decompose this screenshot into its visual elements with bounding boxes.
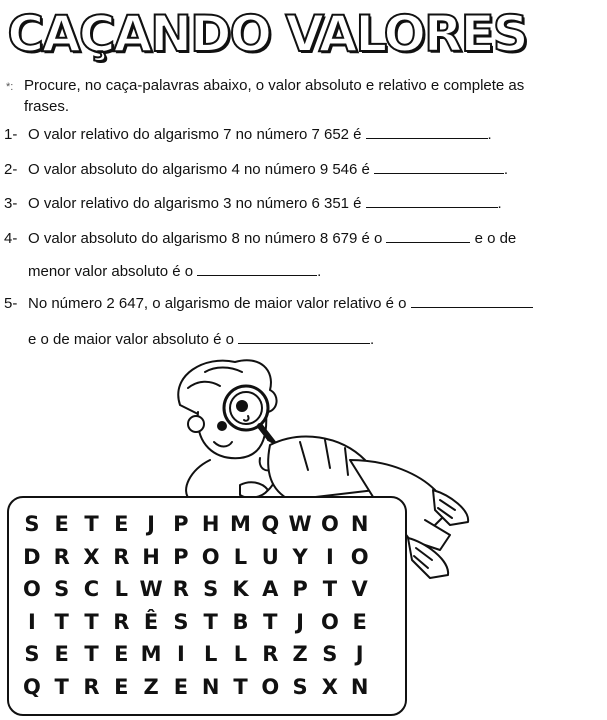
word-search-box bbox=[7, 496, 407, 716]
word-search-letter[interactable]: A bbox=[262, 577, 279, 602]
word-search-letter[interactable]: R bbox=[113, 544, 130, 569]
period: . bbox=[503, 161, 509, 178]
word-search-letter[interactable]: I bbox=[27, 609, 36, 634]
word-search-letter[interactable]: E bbox=[173, 674, 189, 699]
question-number: 2- bbox=[4, 161, 18, 178]
word-search-letter[interactable]: D bbox=[23, 544, 41, 569]
answer-blank[interactable] bbox=[411, 295, 533, 308]
question-5-line-2 bbox=[28, 331, 374, 348]
word-search-letter[interactable]: S bbox=[292, 674, 308, 699]
period: . bbox=[369, 331, 375, 348]
word-search-letter[interactable]: N bbox=[201, 674, 220, 699]
question-number: 4- bbox=[4, 230, 18, 247]
word-search-letter[interactable]: E bbox=[54, 642, 69, 667]
answer-blank[interactable] bbox=[197, 263, 317, 276]
worksheet-title bbox=[7, 4, 527, 64]
answer-blank[interactable] bbox=[366, 195, 498, 208]
word-search-letter[interactable]: T bbox=[84, 642, 99, 667]
word-search-letter[interactable]: U bbox=[261, 544, 279, 569]
word-search-letter[interactable]: J bbox=[296, 609, 304, 634]
word-search-letter[interactable]: T bbox=[84, 512, 99, 536]
word-search-letter[interactable]: R bbox=[262, 642, 279, 667]
word-search-letter[interactable]: T bbox=[203, 609, 218, 634]
word-search-letter[interactable]: O bbox=[320, 512, 339, 536]
word-search-letter[interactable]: Ê bbox=[143, 609, 159, 634]
question-number: 1- bbox=[4, 126, 18, 143]
question-1 bbox=[4, 126, 492, 143]
word-search-letter[interactable]: Q bbox=[22, 674, 41, 699]
word-search-letter[interactable]: T bbox=[263, 609, 278, 634]
question-text: No número 2 647, o algarismo de maior valor relativo é o bbox=[28, 295, 407, 312]
word-search-letter[interactable]: O bbox=[261, 674, 280, 699]
word-search-letter[interactable]: Z bbox=[143, 674, 159, 699]
period: . bbox=[317, 263, 322, 280]
word-search-letter[interactable]: I bbox=[325, 544, 334, 569]
word-search-letter[interactable]: S bbox=[173, 609, 189, 634]
word-search-letter[interactable]: T bbox=[322, 577, 338, 602]
word-search-letter[interactable]: O bbox=[201, 544, 220, 569]
bullet-icon: *: bbox=[6, 81, 14, 93]
word-search-letter[interactable]: E bbox=[114, 674, 129, 699]
word-search-letter[interactable]: E bbox=[114, 512, 129, 536]
word-search-letter[interactable]: V bbox=[351, 577, 368, 602]
word-search-letter[interactable]: S bbox=[24, 642, 40, 667]
word-search-letter[interactable]: C bbox=[83, 577, 100, 602]
question-2 bbox=[4, 161, 508, 178]
word-search-letter[interactable]: R bbox=[113, 609, 130, 634]
word-search-letter[interactable]: P bbox=[173, 512, 189, 536]
word-search-letter[interactable]: H bbox=[201, 512, 220, 536]
word-search-letter[interactable]: Y bbox=[292, 544, 308, 569]
question-text: e o de maior valor absoluto é o bbox=[28, 331, 234, 348]
question-5 bbox=[4, 295, 533, 312]
word-search-letter[interactable]: O bbox=[350, 544, 369, 569]
period: . bbox=[487, 126, 492, 143]
word-search-letter[interactable]: M bbox=[230, 512, 251, 536]
word-search-letter[interactable]: S bbox=[24, 512, 40, 536]
question-text: O valor absoluto do algarismo 8 no número 8 679 é o bbox=[28, 230, 383, 247]
question-3 bbox=[4, 195, 502, 212]
question-text: O valor absoluto do algarismo 4 no número 9 546 é bbox=[28, 161, 370, 178]
word-search-letter[interactable]: T bbox=[84, 609, 99, 634]
word-search-letter[interactable]: O bbox=[320, 609, 339, 634]
word-search-grid bbox=[17, 508, 375, 704]
word-search-letter[interactable]: J bbox=[355, 642, 364, 667]
question-text: menor valor absoluto é o bbox=[28, 263, 194, 280]
question-text: O valor relativo do algarismo 3 no número 6 351 é bbox=[28, 195, 362, 212]
question-text-continued: e o de bbox=[474, 230, 517, 247]
word-search-letter[interactable]: P bbox=[173, 544, 189, 569]
word-search-letter[interactable]: R bbox=[83, 674, 100, 699]
word-search-letter[interactable]: Q bbox=[261, 512, 280, 536]
word-search-letter[interactable]: R bbox=[172, 577, 189, 602]
answer-blank[interactable] bbox=[366, 126, 488, 139]
word-search-letter[interactable]: E bbox=[114, 642, 129, 667]
word-search-letter[interactable]: N bbox=[350, 674, 369, 699]
instructions-line-2: frases. bbox=[24, 98, 70, 115]
word-search-letter[interactable]: K bbox=[232, 577, 249, 602]
word-search-letter[interactable]: Z bbox=[292, 642, 308, 667]
word-search-letter[interactable]: W bbox=[288, 512, 312, 536]
word-search-letter[interactable]: E bbox=[352, 609, 367, 634]
word-search-letter[interactable]: I bbox=[176, 642, 185, 667]
question-number: 5- bbox=[4, 295, 18, 312]
word-search-letter[interactable]: X bbox=[83, 544, 100, 569]
answer-blank[interactable] bbox=[386, 230, 470, 243]
title-text: CAÇANDO VALORES bbox=[7, 5, 527, 63]
question-4-line-2 bbox=[28, 263, 321, 280]
word-search-letter[interactable]: X bbox=[321, 674, 338, 699]
ear bbox=[188, 416, 204, 432]
word-search-letter[interactable]: T bbox=[54, 609, 69, 634]
word-search-letter[interactable]: R bbox=[53, 544, 70, 569]
word-search-letter[interactable]: M bbox=[140, 642, 162, 667]
word-search-letter[interactable]: S bbox=[322, 642, 338, 667]
word-search-letter[interactable]: E bbox=[54, 512, 69, 536]
answer-blank[interactable] bbox=[374, 161, 504, 174]
word-search-letter[interactable]: P bbox=[292, 577, 308, 602]
word-search-letter[interactable]: T bbox=[233, 674, 248, 699]
question-text: O valor relativo do algarismo 7 no número 7 652 é bbox=[28, 126, 362, 143]
instructions-line-1: Procure, no caça-palavras abaixo, o valor absoluto e relativo e complete as bbox=[24, 77, 525, 94]
word-search-letter[interactable]: L bbox=[203, 642, 218, 667]
word-search-letter[interactable]: W bbox=[139, 577, 163, 602]
word-search-letter[interactable]: N bbox=[350, 512, 369, 536]
word-search-letter[interactable]: L bbox=[233, 544, 248, 569]
word-search-letter[interactable]: H bbox=[142, 544, 160, 569]
period: . bbox=[497, 195, 502, 212]
question-number: 3- bbox=[4, 195, 18, 212]
word-search-letter[interactable]: S bbox=[203, 577, 219, 602]
question-4 bbox=[4, 230, 516, 247]
instructions bbox=[6, 76, 596, 116]
answer-blank[interactable] bbox=[238, 331, 370, 344]
word-search-letter[interactable]: T bbox=[54, 674, 69, 699]
word-search-letter[interactable]: B bbox=[232, 609, 249, 634]
word-search-letter[interactable]: S bbox=[54, 577, 70, 602]
word-search-letter[interactable]: O bbox=[22, 577, 41, 602]
word-search-letter[interactable]: L bbox=[114, 577, 128, 602]
word-search-letter[interactable]: L bbox=[233, 642, 248, 667]
word-search-letter[interactable]: J bbox=[147, 512, 155, 536]
